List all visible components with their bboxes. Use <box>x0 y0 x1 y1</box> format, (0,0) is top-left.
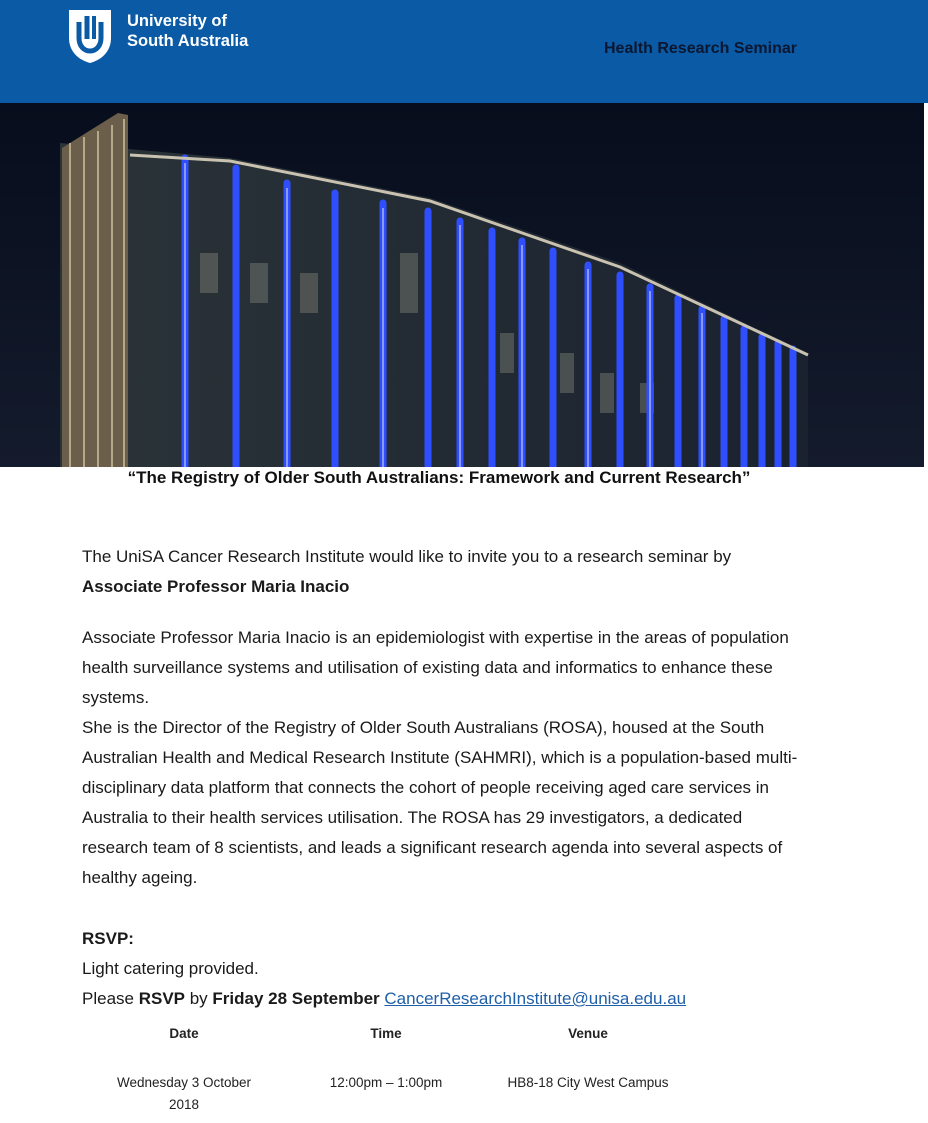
invitation-block <box>82 542 802 602</box>
rsvp-block <box>82 924 802 1014</box>
rsvp-heading: RSVP: <box>82 929 134 948</box>
university-logo-icon <box>67 8 113 64</box>
seminar-title: “The Registry of Older South Australians: Framework and Current Research” <box>127 468 751 487</box>
bio-paragraph-1: Associate Professor Maria Inacio is an epidemiologist with expertise in the areas of population health surveillance systems and utilisation of existing data and informatics to enhance these systems. <box>82 628 789 707</box>
event-time: 12:00pm – 1:00pm <box>329 1075 443 1090</box>
rsvp-line: Please RSVP by Friday 28 September CancerResearchInstitute@unisa.edu.au <box>82 989 687 1008</box>
seminar-label: Health Research Seminar <box>604 40 797 57</box>
bio-paragraph-2: She is the Director of the Registry of Older South Australians (ROSA), housed at the South Australian Health and Medical Research Institute (SAHMRI), which is a population-based multi-disciplinary data platform that connects the cohort of people receiving aged care services in Australia to their health services utilisation. The ROSA has 29 investigators, a dedicated research team of 8 scientists, and leads a significant research agenda into several aspects of healthy ageing. <box>82 718 798 887</box>
header-date: Date <box>169 1026 199 1041</box>
event-venue: HB8-18 City West Campus <box>507 1075 669 1090</box>
speaker-bio <box>82 623 802 893</box>
header-banner <box>0 0 928 103</box>
rsvp-deadline: Friday 28 September <box>212 989 380 1008</box>
catering-note: Light catering provided. <box>82 959 259 978</box>
hero-building-image <box>0 103 924 467</box>
header-venue: Venue <box>568 1026 608 1041</box>
invitation-text: The UniSA Cancer Research Institute would like to invite you to a research seminar by <box>82 547 732 566</box>
event-date: Wednesday 3 October 2018 <box>116 1075 252 1112</box>
university-name: University of South Australia <box>127 12 249 50</box>
header-time: Time <box>370 1026 402 1041</box>
speaker-name: Associate Professor Maria Inacio <box>82 577 350 596</box>
rsvp-email-link[interactable]: CancerResearchInstitute@unisa.edu.au <box>384 989 687 1008</box>
